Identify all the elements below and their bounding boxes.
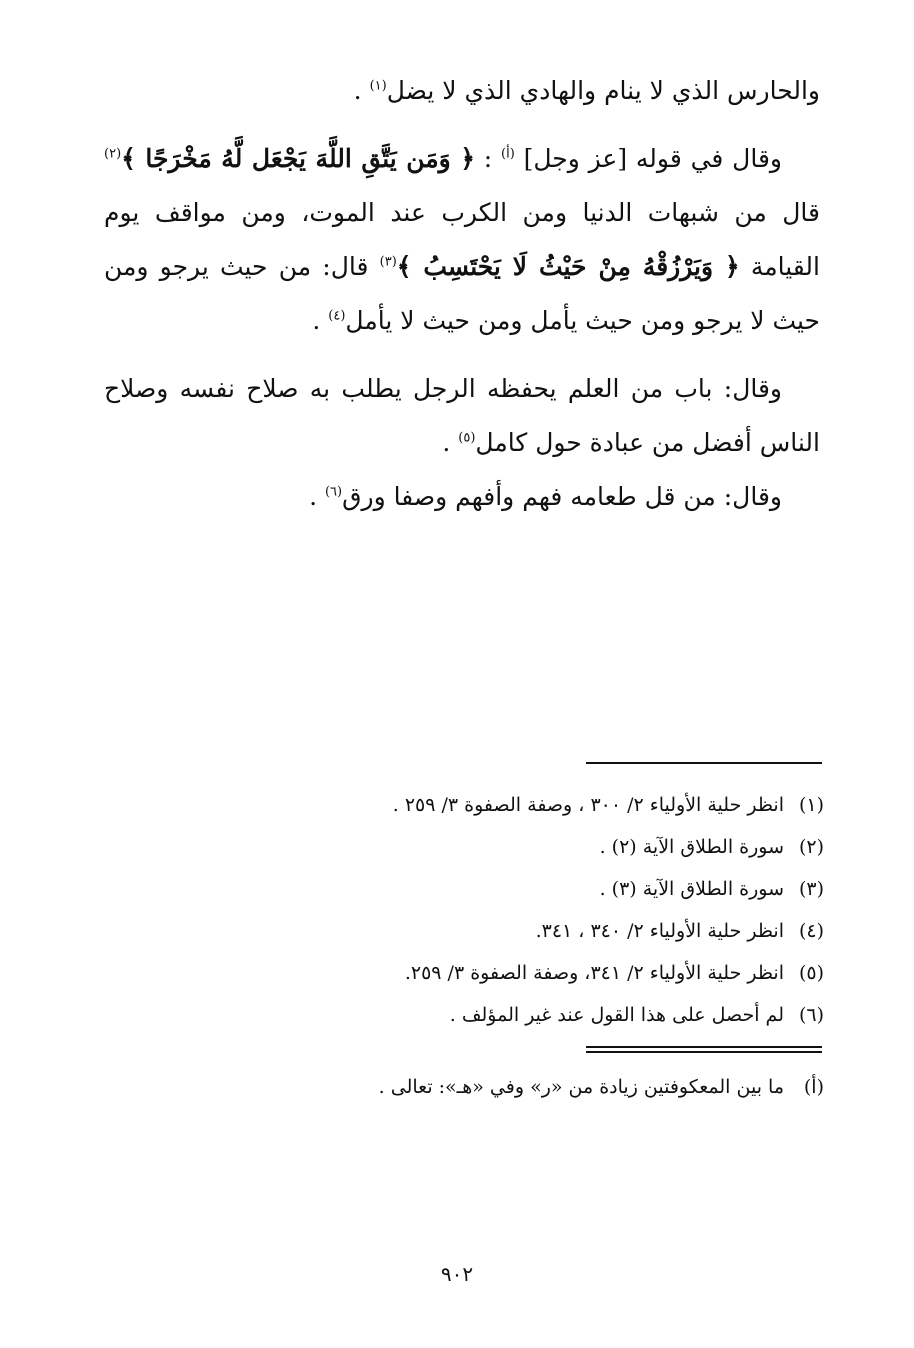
footnote-ref-4: (٤): [328, 308, 346, 324]
paragraph-4-text: وقال: من قل طعامه فهم وأفهم وصفا ورق: [342, 482, 782, 511]
editor-notes-divider: [586, 1046, 822, 1053]
paragraph-1: [104, 64, 820, 118]
main-text: [104, 64, 820, 524]
footnote-text: انظر حلية الأولياء ٢/ ٣٤٠ ، ٣٤١.: [535, 920, 784, 942]
footnote-text: انظر حلية الأولياء ٢/ ٣٠٠ ، وصفة الصفوة ٣/ ٢٥٩ .: [392, 794, 784, 816]
page-number: ٩٠٢: [440, 1262, 474, 1286]
footnote-4: [240, 910, 824, 952]
paragraph-2: [104, 132, 820, 348]
footnote-2: [240, 826, 824, 868]
editor-notes: [240, 1066, 824, 1108]
footnote-5: [240, 952, 824, 994]
footnote-ref-3: (٣): [379, 254, 397, 270]
footnote-text: سورة الطلاق الآية (٢) .: [599, 836, 784, 858]
footnote-3: [240, 868, 824, 910]
paragraph-2-text-d: قال: من حيث يرجو ومن حيث لا يرجو ومن حيث يأمل ومن حيث لا يأمل: [104, 252, 820, 335]
footnote-number: (١): [798, 794, 824, 816]
footnote-ref-2: (٢): [104, 146, 122, 162]
footnote-divider: [586, 762, 822, 764]
editor-note-number: (أ): [803, 1076, 824, 1098]
footnote-number: (٣): [798, 878, 824, 900]
footnote-number: (٤): [798, 920, 824, 942]
quran-verse-2: ﴿ وَيَرْزُقْهُ مِنْ حَيْثُ لَا يَحْتَسِبُ ﴾: [396, 252, 740, 281]
paragraph-3-text: وقال: باب من العلم يحفظه الرجل يطلب به صلاح نفسه وصلاح الناس أفضل من عبادة حول كامل: [104, 374, 820, 457]
footnote-text: سورة الطلاق الآية (٣) .: [599, 878, 784, 900]
footnote-ref-5: (٥): [458, 430, 476, 446]
paragraph-2-text-c: قال من شبهات الدنيا ومن الكرب عند الموت، ومن مواقف يوم القيامة: [104, 198, 820, 281]
footnote-number: (٥): [798, 962, 824, 984]
footnote-ref-6: (٦): [324, 484, 343, 500]
paragraph-3-end: .: [442, 428, 459, 457]
footnote-text: لم أحصل على هذا القول عند غير المؤلف .: [449, 1004, 784, 1026]
paragraph-2-text-a: وقال في قوله [عز وجل]: [523, 144, 782, 173]
paragraph-1-end: .: [353, 76, 370, 105]
paragraph-4-end: .: [309, 482, 325, 511]
footnotes: [240, 784, 824, 1036]
footnote-6: [240, 994, 824, 1036]
footnote-number: (٦): [798, 1004, 824, 1026]
footnote-ref-1: (١): [369, 78, 387, 94]
paragraph-3: [104, 362, 820, 470]
editor-note-ref-a: (أ): [501, 146, 515, 162]
paragraph-4: [104, 470, 820, 524]
paragraph-2-text-b: :: [474, 144, 502, 173]
footnote-number: (٢): [798, 836, 824, 858]
editor-note-a: [240, 1066, 824, 1108]
editor-note-text: ما بين المعكوفتين زيادة من «ر» وفي «هـ»: تعالى .: [378, 1076, 784, 1098]
quran-verse-1: ﴿ وَمَن يَتَّقِ اللَّهَ يَجْعَل لَّهُ مَخْرَجًا ﴾: [121, 144, 475, 173]
footnote-text: انظر حلية الأولياء ٢/ ٣٤١، وصفة الصفوة ٣/ ٢٥٩.: [404, 962, 784, 984]
paragraph-2-end: .: [312, 306, 329, 335]
paragraph-1-text: والحارس الذي لا ينام والهادي الذي لا يضل: [386, 76, 820, 105]
footnote-1: [240, 784, 824, 826]
